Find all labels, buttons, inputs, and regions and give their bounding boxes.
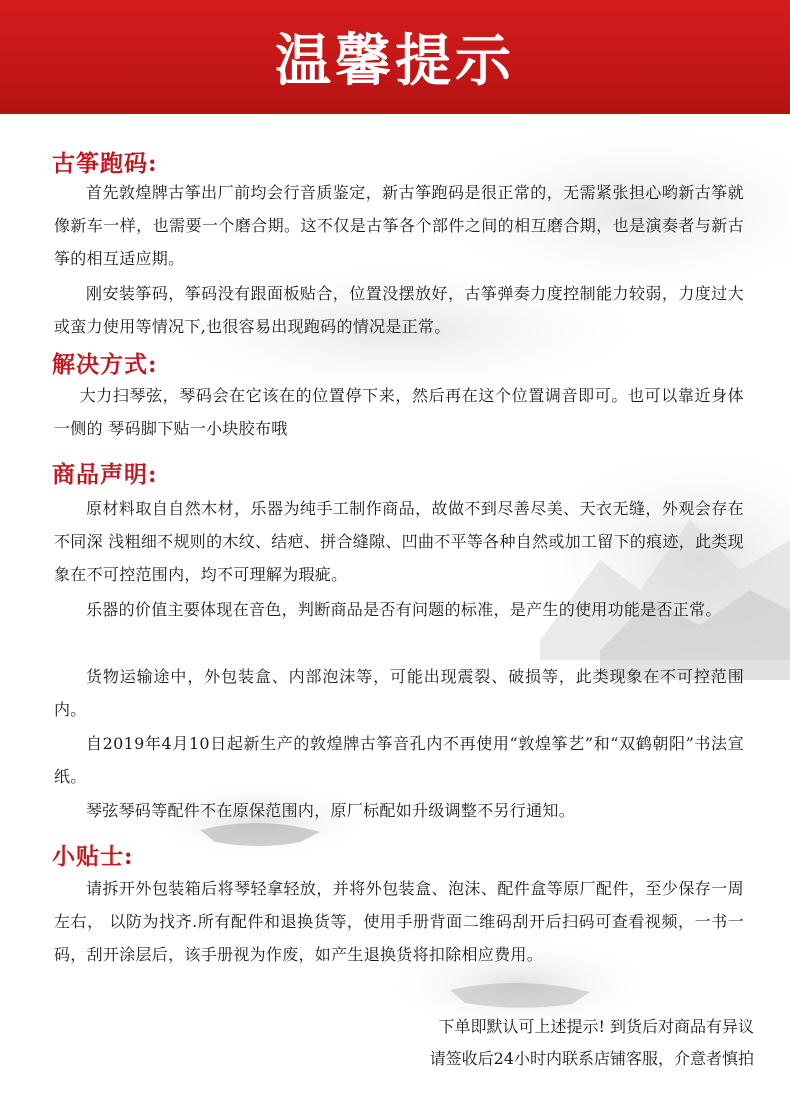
section-paragraph: 大力扫琴弦，琴码会在它该在的位置停下来，然后再在这个位置调音即可。也可以靠近身体一侧的 琴码脚下贴一小块胶布哦 <box>54 386 744 438</box>
section-paragraph: 琴弦琴码等配件不在原保范围内，原厂标配如升级调整不另行通知。 <box>86 801 576 820</box>
section-heading-solution: 解决方式: <box>52 351 158 378</box>
title-banner <box>0 0 790 114</box>
section-paragraph: 刚安装筝码，筝码没有跟面板贴合，位置没摆放好，古筝弹奏力度控制能力较弱，力度过大或蛮力使用等情况下,也很容易出现跑码的情况是正常。 <box>54 284 744 336</box>
section-paragraph: 自2019年4月10日起新生产的敦煌牌古筝音孔内不再使用“敦煌筝艺”和“双鹤朝阳”书法宣纸。 <box>54 734 744 786</box>
page-title: 温馨提示 <box>275 29 515 94</box>
section-paragraph: 首先敦煌牌古筝出厂前均会行音质鉴定，新古筝跑码是很正常的，无需紧张担心哟新古筝就像新车一样，也需要一个磨合期。这不仅是古筝各个部件之间的相互磨合期，也是演奏者与新古筝的相互适应期。 <box>54 183 744 268</box>
section-paragraph: 请拆开外包装箱后将琴轻拿轻放，并将外包装盒、泡沫、配件盒等原厂配件，至少保存一周左右， 以防为找齐.所有配件和退换货等，使用手册背面二维码刮开后扫码可查看视频，一书一码，刮开涂层后，该手册视为作废，如产生退换货将扣除相应费用。 <box>54 879 744 964</box>
footer-notice <box>334 1011 754 1075</box>
section-heading-tips: 小贴士: <box>52 843 134 870</box>
section-paragraph: 货物运输途中，外包装盒、内部泡沫等，可能出现震裂、破损等，此类现象在不可控范围内。 <box>54 667 744 719</box>
section-heading-product-statement: 商品声明: <box>52 461 158 488</box>
notice-content <box>0 114 790 1104</box>
section-heading-guzheng-bridge: 古筝跑码: <box>52 150 158 177</box>
footer-line: 请签收后24小时内联系店铺客服，介意者慎拍 <box>429 1049 754 1068</box>
section-paragraph: 乐器的价值主要体现在音色，判断商品是否有问题的标准，是产生的使用功能是否正常。 <box>86 600 722 619</box>
section-paragraph: 原材料取自自然木材，乐器为纯手工制作商品，故做不到尽善尽美、天衣无缝，外观会存在不同深 浅粗细不规则的木纹、结疤、拼合缝隙、凹曲不平等各种自然或加工留下的痕迹，此类现象在不可控范围内，均不可理解为瑕疵。 <box>54 499 744 584</box>
footer-line: 下单即默认可上述提示! 到货后对商品有异议 <box>438 1017 754 1036</box>
